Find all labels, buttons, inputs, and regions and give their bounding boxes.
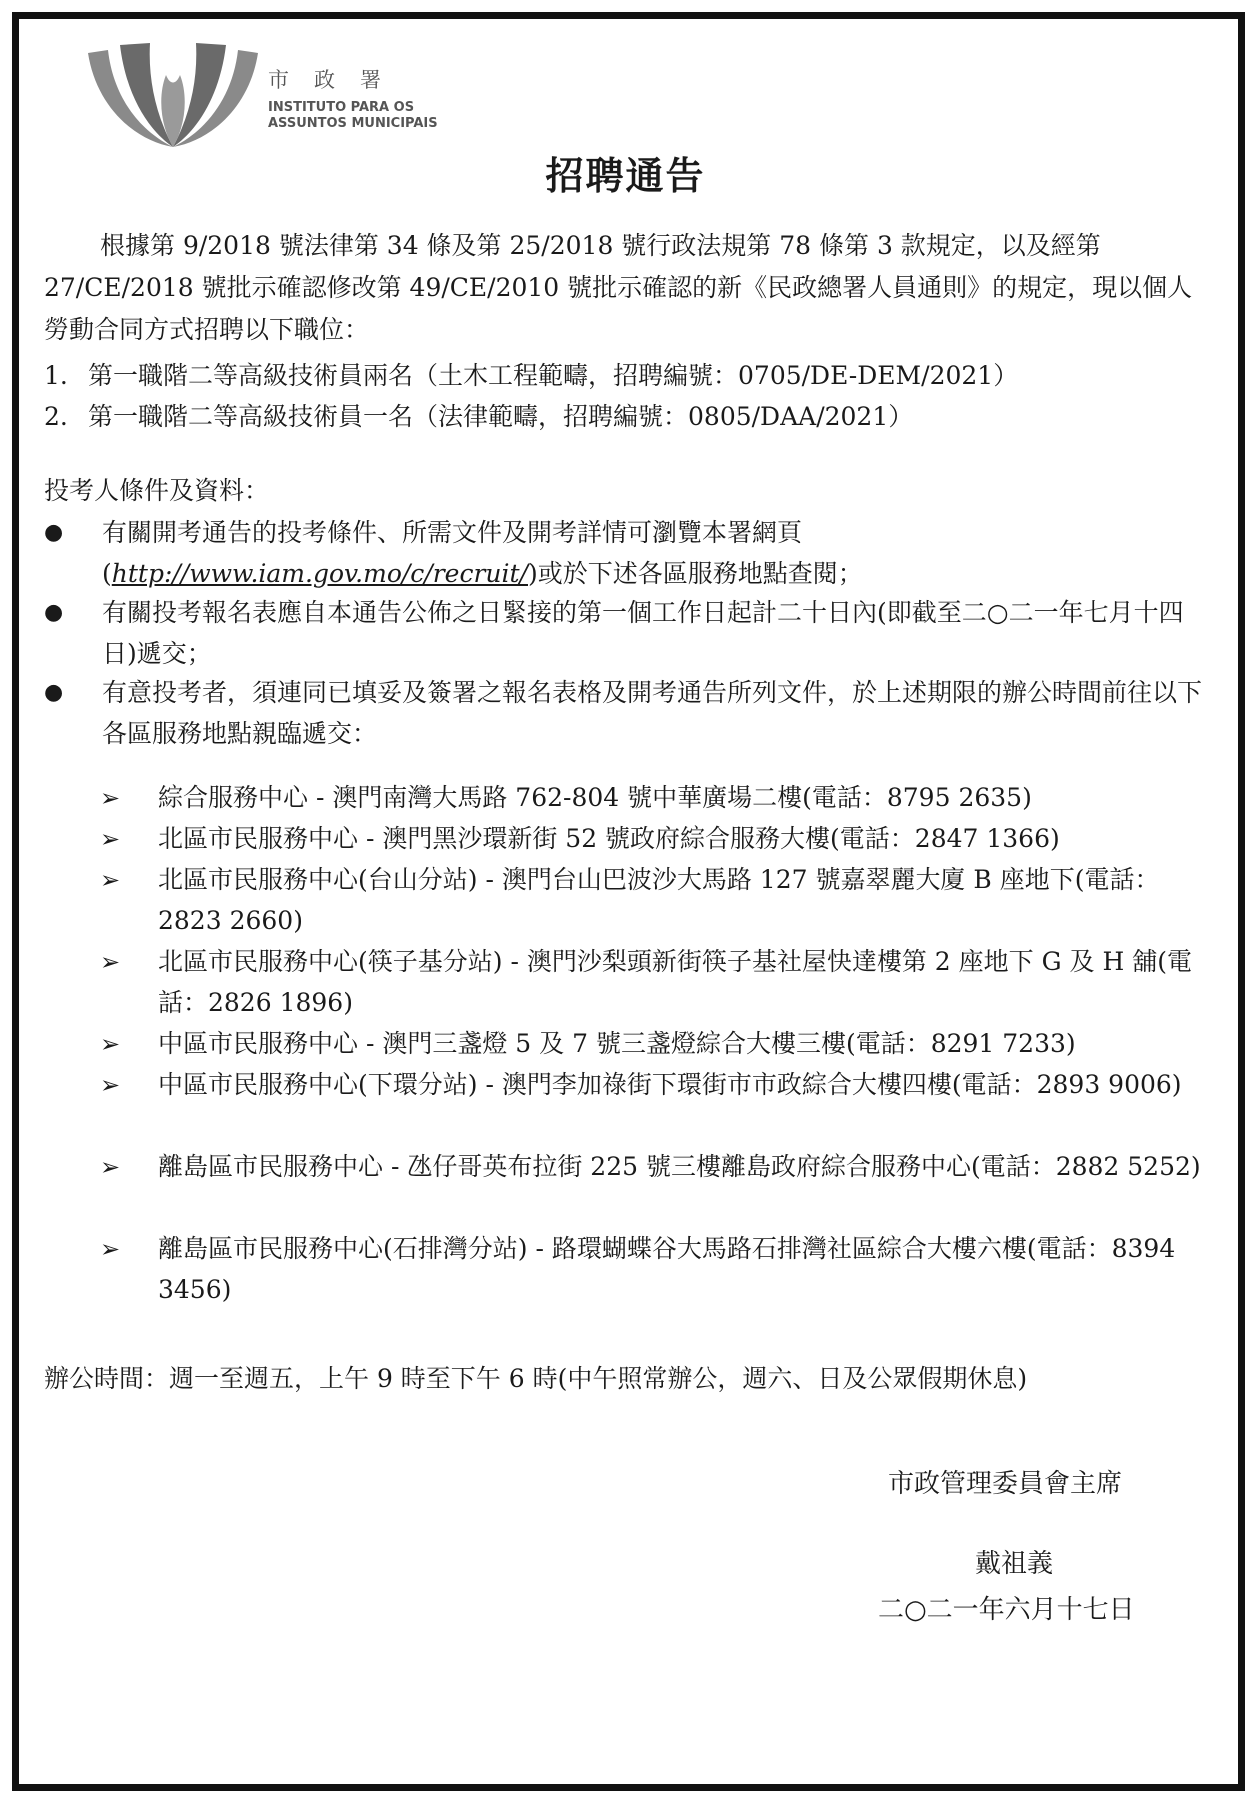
arrow-bullet-icon: ➢ — [100, 1153, 121, 1181]
signatory-name: 戴祖義 — [975, 1549, 1054, 1579]
office-item: 北區市民服務中心(筷子基分站) - 澳門沙梨頭新街筷子基社屋快達樓第 2 座地下 G 及 H 舖(電話：2826 1896) — [158, 947, 1192, 1017]
recruit-link[interactable]: http://www.iam.gov.mo/c/recruit/ — [111, 559, 528, 588]
office-item: 北區市民服務中心(台山分站) - 澳門台山巴波沙大馬路 127 號嘉翠麗大廈 B 座地下(電話：2823 2660) — [158, 865, 1160, 935]
bullet-item-website — [102, 512, 1208, 594]
bullet-text: )或於下述各區服務地點查閱； — [528, 559, 863, 588]
logo-portuguese-line2: ASSUNTOS MUNICIPAIS — [268, 116, 438, 131]
logo-chinese-name: 市政署 — [268, 68, 406, 92]
arrow-bullet-icon: ➢ — [100, 825, 121, 853]
bullet-dot-icon: ● — [44, 520, 64, 545]
office-item: 北區市民服務中心 - 澳門黑沙環新街 52 號政府綜合服務大樓(電話：2847 1366) — [158, 824, 1060, 853]
bullet-dot-icon: ● — [44, 600, 64, 625]
arrow-bullet-icon: ➢ — [100, 948, 121, 976]
office-hours: 辦公時間：週一至週五，上午 9 時至下午 6 時(中午照常辦公，週六、日及公眾假期休息) — [44, 1364, 1028, 1393]
arrow-bullet-icon: ➢ — [100, 784, 121, 812]
logo-portuguese-line1: INSTITUTO PARA OS — [268, 100, 415, 115]
arrow-bullet-icon: ➢ — [100, 1030, 121, 1058]
office-item: 綜合服務中心 - 澳門南灣大馬路 762-804 號中華廣場二樓(電話：8795 2635) — [158, 783, 1032, 812]
bullet-text: 有關開考通告的投考條件、所需文件及開考詳情可瀏覽本署網頁( — [102, 518, 803, 588]
position-number: 2. — [44, 402, 68, 431]
notice-date: 二○二一年六月十七日 — [878, 1595, 1135, 1625]
position-item: 第一職階二等高級技術員兩名（土木工程範疇，招聘編號：0705/DE-DEM/2021） — [88, 361, 1019, 390]
bullet-dot-icon: ● — [44, 680, 64, 705]
page-title: 招聘通告 — [545, 153, 706, 198]
office-item: 離島區市民服務中心 - 氹仔哥英布拉街 225 號三樓離島政府綜合服務中心(電話：2882 5252) — [158, 1152, 1201, 1181]
iam-logo-icon — [78, 35, 268, 155]
arrow-bullet-icon: ➢ — [100, 1071, 121, 1099]
position-number: 1. — [44, 361, 68, 390]
arrow-bullet-icon: ➢ — [100, 866, 121, 894]
signatory-position: 市政管理委員會主席 — [888, 1469, 1123, 1499]
logo-text — [268, 64, 438, 132]
position-item: 第一職階二等高級技術員一名（法律範疇，招聘編號：0805/DAA/2021） — [88, 402, 914, 431]
arrow-bullet-icon: ➢ — [100, 1235, 121, 1263]
office-item: 離島區市民服務中心(石排灣分站) - 路環蝴蝶谷大馬路石排灣社區綜合大樓六樓(電話：8394 3456) — [158, 1234, 1176, 1304]
office-item: 中區市民服務中心(下環分站) - 澳門李加祿街下環街市市政綜合大樓四樓(電話：2893 9006) — [158, 1070, 1182, 1099]
bullet-item-deadline: 有關投考報名表應自本通告公佈之日緊接的第一個工作日起計二十日內(即截至二○二一年七月十四日)遞交； — [102, 598, 1184, 668]
office-item: 中區市民服務中心 - 澳門三盞燈 5 及 7 號三盞燈綜合大樓三樓(電話：8291 7233) — [158, 1029, 1076, 1058]
conditions-heading: 投考人條件及資料： — [44, 476, 270, 505]
bullet-item-submission: 有意投考者，須連同已填妥及簽署之報名表格及開考通告所列文件，於上述期限的辦公時間前往以下各區服務地點親臨遞交： — [102, 678, 1203, 748]
intro-paragraph: 根據第 9/2018 號法律第 34 條及第 25/2018 號行政法規第 78 條第 3 款規定，以及經第 27/CE/2018 號批示確認修改第 49/CE/2010 號批示確認的新《民政總署人員通則》的規定，現以個人勞動合同方式招聘以下職位： — [44, 231, 1193, 344]
